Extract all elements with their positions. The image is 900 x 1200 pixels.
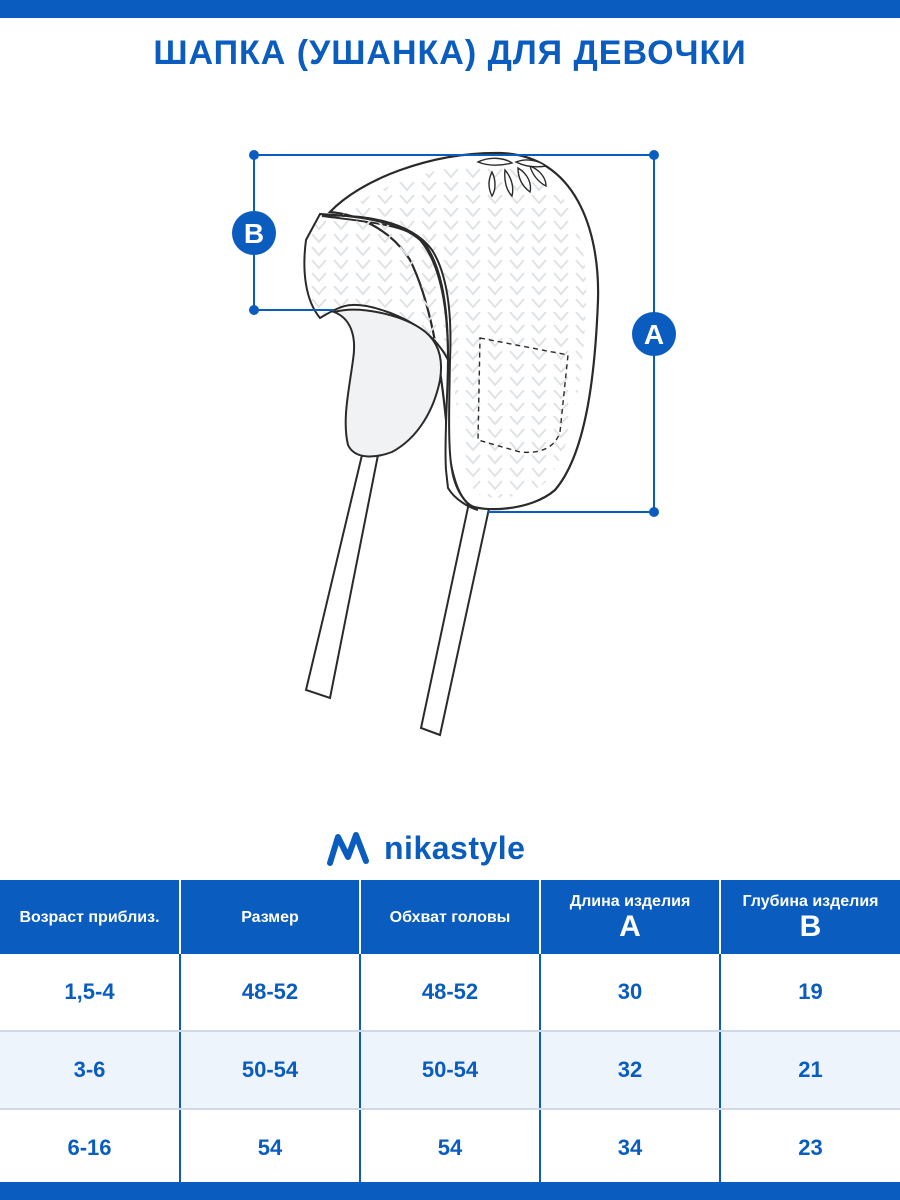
header-label: Длина изделия [569, 892, 691, 910]
bottom-band [0, 1182, 900, 1200]
table-row [0, 1031, 900, 1109]
header-label: Размер [241, 908, 299, 926]
header-letter: A [619, 909, 641, 943]
brand-name: nikastyle [384, 829, 526, 866]
header-label: Обхват головы [389, 908, 511, 926]
header-length [540, 880, 720, 954]
table-row [0, 954, 900, 1031]
table-cell: 30 [540, 954, 720, 1031]
header-label: Возраст приблиз. [19, 908, 160, 926]
table-header-row [0, 880, 900, 954]
header-age [0, 880, 180, 954]
table-cell: 50-54 [180, 1031, 360, 1109]
size-table [0, 880, 900, 1186]
hat-tie-right [421, 498, 490, 735]
table-cell: 50-54 [360, 1031, 540, 1109]
table-cell: 23 [798, 1135, 823, 1160]
dimension-a-label: A [643, 319, 665, 350]
table-cell: 34 [540, 1109, 720, 1186]
table-cell: 21 [720, 1031, 900, 1109]
hat-diagram [0, 130, 900, 750]
hat-tie-left [306, 455, 378, 698]
top-band [0, 0, 900, 18]
page-title: ШАПКА (УШАНКА) ДЛЯ ДЕВОЧКИ [153, 34, 747, 72]
table-cell: 54 [360, 1109, 540, 1186]
table-cell: 48-52 [180, 954, 360, 1031]
header-label: Глубина изделия [742, 892, 879, 910]
hat-body [304, 153, 598, 510]
header-depth [720, 880, 900, 954]
table-row [0, 1109, 900, 1186]
table-cell: 32 [540, 1031, 720, 1109]
header-head-circumference [360, 880, 540, 954]
dimension-b-badge [232, 211, 276, 255]
dimension-b-label: B [243, 218, 265, 249]
table-cell: 1,5-4 [0, 954, 180, 1031]
table-cell: 19 [720, 954, 900, 1031]
table-cell: 54 [180, 1109, 360, 1186]
header-letter: B [799, 909, 822, 943]
table-cell: 3-6 [0, 1031, 180, 1109]
brand [326, 826, 525, 870]
table-cell: 48-52 [360, 954, 540, 1031]
table-cell: 6-16 [0, 1109, 180, 1186]
header-size [180, 880, 360, 954]
dimension-a-badge [632, 312, 676, 356]
nikastyle-logo-icon [326, 829, 372, 867]
